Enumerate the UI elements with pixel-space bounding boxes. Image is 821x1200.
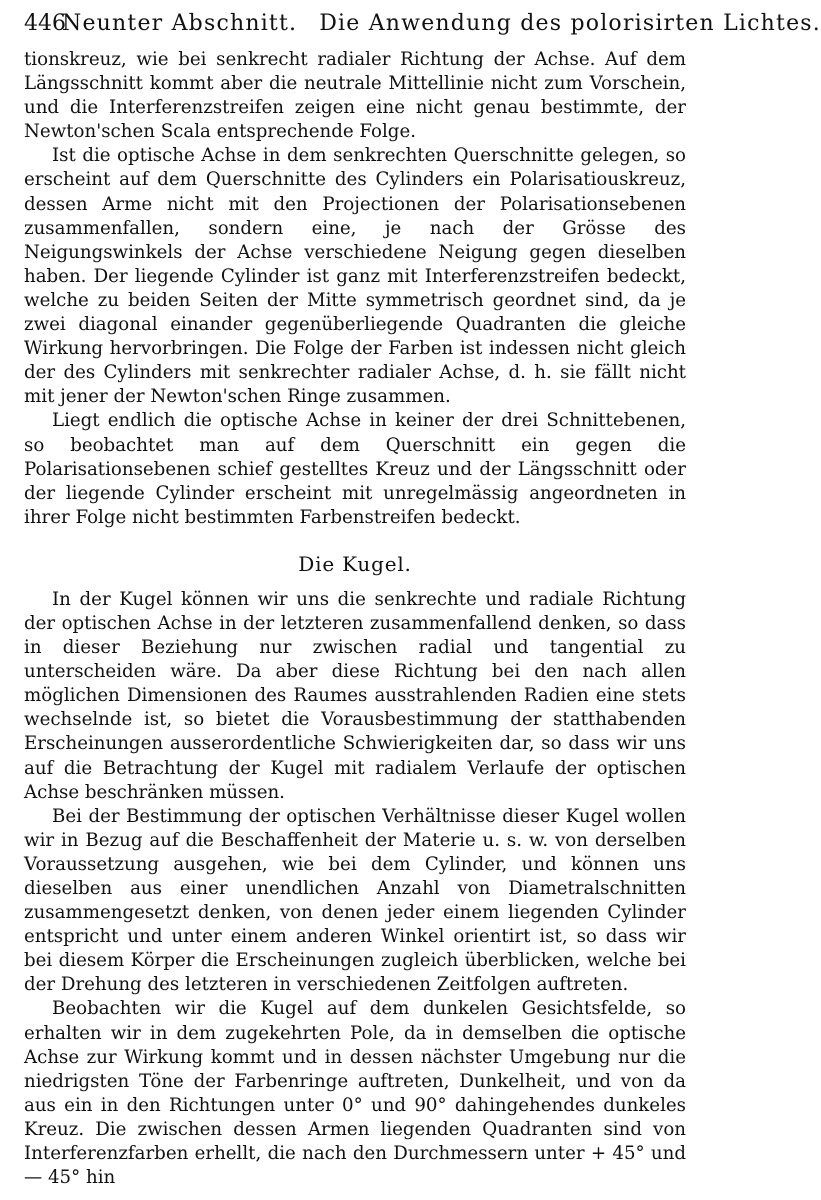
paragraph-continuation: tionskreuz, wie bei senkrecht radialer Richtung der Achse. Auf dem Längsschnitt kommt aber die neutrale Mittellinie nicht zum Vorschein, und die Interferenzstreifen zeigen eine nicht genau bestimmte, der Newton'schen Scala entsprechende Folge. (24, 49, 686, 143)
paragraph: Beobachten wir die Kugel auf dem dunkelen Gesichtsfelde, so erhalten wir in dem zugekehrten Pole, da in demselben die optische Achse zur Wirkung kommt und in dessen nächster Umgebung nur die niedrigsten Töne der Farbenringe auftreten, Dunkelheit, und von da aus ein in den Richtungen unter 0° und 90° dahingehendes dunkeles Kreuz. Die zwischen dessen Armen liegenden Quadranten sind von Interferenzfarben erhellt, die nach den Durchmessern unter + 45° und — 45° hin (24, 998, 686, 1189)
paragraph: Liegt endlich die optische Achse in keiner der drei Schnittebenen, so beobachtet man auf dem Querschnitt ein gegen die Polarisationsebenen schief gestelltes Kreuz und der Längsschnitt oder der liegende Cylinder erscheint mit unregelmässig angeordneten in ihrer Folge nicht bestimmten Farbenstreifen bedeckt. (24, 410, 686, 528)
running-title: Die Anwendung des polorisirten Lichtes. (319, 11, 821, 36)
chapter-heading: Neunter Abschnitt. (62, 11, 298, 36)
paragraph: Bei der Bestimmung der optischen Verhältnisse dieser Kugel wollen wir in Bezug auf die Beschaffenheit der Materie u. s. w. von derselben Voraussetzung ausgehen, wie bei dem Cylinder, und können uns dieselben aus einer unendlichen Anzahl von Diametralschnitten zusammengesetzt denken, von denen jeder einem liegenden Cylinder entspricht und unter einem anderen Winkel orientirt ist, so dass wir bei diesem Körper die Erscheinungen zugleich überblicken, welche bei der Drehung des letzteren in verschiedenen Zeitfolgen auftreten. (24, 805, 686, 996)
section-heading: Die Kugel. (298, 551, 412, 576)
page-number: 446 (24, 11, 66, 36)
paragraph: In der Kugel können wir uns die senkrechte und radiale Richtung der optischen Achse in der letzteren zusammenfallend denken, so dass in dieser Beziehung nur zwischen radial und tangential zu unterscheiden wäre. Da aber diese Richtung bei den nach allen möglichen Dimensionen des Raumes ausstrahlenden Radien eine stets wechselnde ist, so bietet die Vorausbestimmung der statthabenden Erscheinungen ausserordentliche Schwierigkeiten dar, so dass wir uns auf die Betrachtung der Kugel mit radialem Verlaufe der optischen Achse beschränken müssen. (24, 588, 686, 803)
page-body (24, 48, 686, 1190)
paragraph: Ist die optische Achse in dem senkrechten Querschnitte gelegen, so erscheint auf dem Querschnitte des Cylinders ein Polarisatiouskreuz, dessen Arme nicht mit den Projectionen der Polarisationsebenen zusammenfallen, sondern eine, je nach der Grösse des Neigungswinkels der Achse verschiedene Neigung gegen dieselben haben. Der liegende Cylinder ist ganz mit Interferenzstreifen bedeckt, welche zu beiden Seiten der Mitte symmetrisch geordnet sind, da je zwei diagonal einander gegenüberliegende Quadranten die gleiche Wirkung hervorbringen. Die Folge der Farben ist indessen nicht gleich der des Cylinders mit senkrechter radialer Achse, d. h. sie fällt nicht mit jener der Newton'schen Ringe zusammen. (24, 145, 686, 408)
running-head (24, 10, 821, 38)
